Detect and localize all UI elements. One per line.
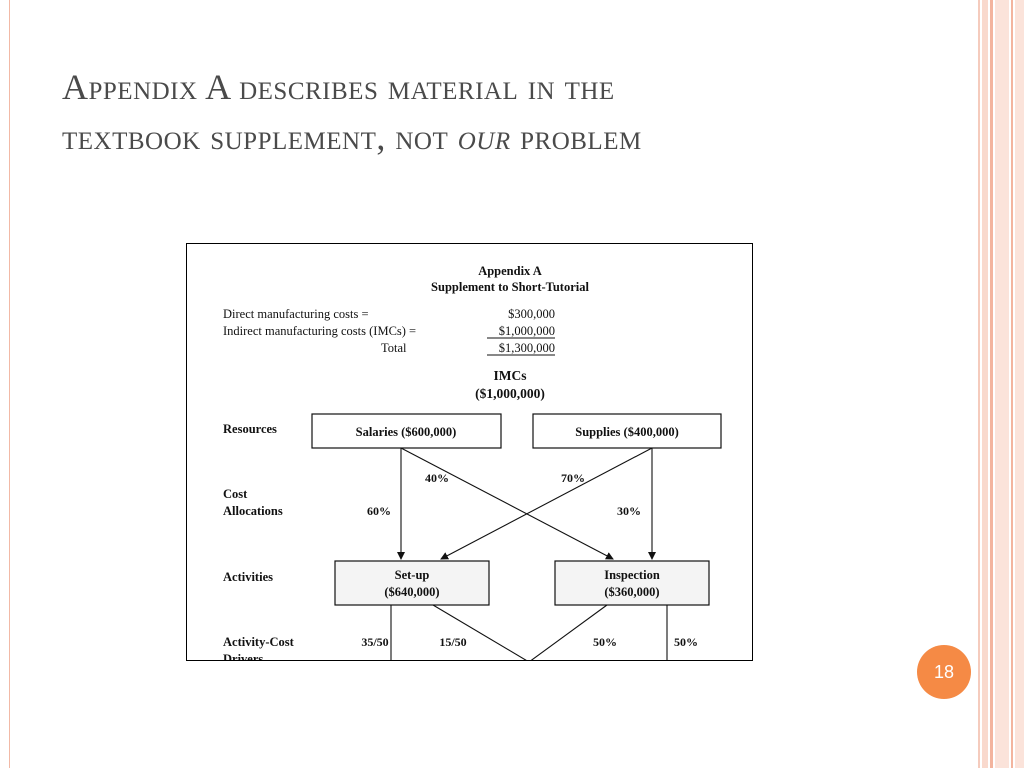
slide-title-emphasis: our (457, 117, 511, 157)
row-label-activities: Activities (223, 570, 273, 584)
allocation-label-40: 40% (425, 471, 449, 485)
inspection-name: Inspection (604, 568, 660, 582)
slide-title-line2-post: problem (510, 117, 642, 157)
inspection-amount: ($360,000) (604, 585, 660, 599)
cost-label-total: Total (381, 341, 407, 355)
driver-label: 15/50 (439, 635, 467, 649)
setup-name: Set-up (394, 568, 430, 582)
imcs-value: ($1,000,000) (475, 386, 545, 401)
appendix-figure (186, 243, 753, 661)
slide-title (62, 62, 942, 162)
driver-label: 35/50 (361, 635, 389, 649)
right-stripe-decoration (1015, 0, 1024, 768)
cost-value-total: $1,300,000 (498, 341, 555, 355)
row-label-driver-line2: Drivers (223, 652, 264, 662)
row-label-cost-line2: Allocations (223, 504, 283, 518)
driver-label: 50% (593, 635, 617, 649)
allocation-label-60: 60% (367, 504, 391, 518)
row-label-driver-line1: Activity-Cost (223, 635, 294, 649)
right-stripe-decoration (978, 0, 980, 768)
arrow-salaries-to-inspection (401, 448, 613, 559)
cost-label-direct: Direct manufacturing costs = (223, 307, 369, 321)
row-label-cost-line1: Cost (223, 487, 248, 501)
left-border-decoration (0, 0, 10, 768)
driver-line-setup-right (433, 605, 529, 661)
page-number-badge (917, 645, 971, 699)
setup-amount: ($640,000) (384, 585, 440, 599)
cost-value-direct: $300,000 (508, 307, 555, 321)
right-stripe-decoration (1011, 0, 1013, 768)
abc-flow-diagram (187, 244, 753, 661)
right-stripe-decoration (982, 0, 988, 768)
slide-title-line2-pre: textbook supplement, not (62, 117, 458, 157)
right-stripe-decoration (990, 0, 993, 768)
figure-heading: Appendix A (478, 264, 542, 278)
right-stripe-decoration (995, 0, 1009, 768)
cost-value-indirect: $1,000,000 (498, 324, 555, 338)
slide-title-line1: Appendix A describes material in the (62, 67, 615, 107)
row-label-resources: Resources (223, 422, 277, 436)
figure-subheading: Supplement to Short-Tutorial (431, 280, 589, 294)
driver-line-inspection-left (529, 605, 607, 661)
cost-label-indirect: Indirect manufacturing costs (IMCs) = (223, 324, 417, 338)
supplies-label: Supplies ($400,000) (575, 425, 679, 439)
imcs-title: IMCs (493, 368, 527, 383)
driver-label: 50% (674, 635, 698, 649)
salaries-label: Salaries ($600,000) (355, 425, 457, 439)
allocation-label-70: 70% (561, 471, 585, 485)
allocation-label-30: 30% (617, 504, 641, 518)
page-number: 18 (933, 661, 955, 682)
